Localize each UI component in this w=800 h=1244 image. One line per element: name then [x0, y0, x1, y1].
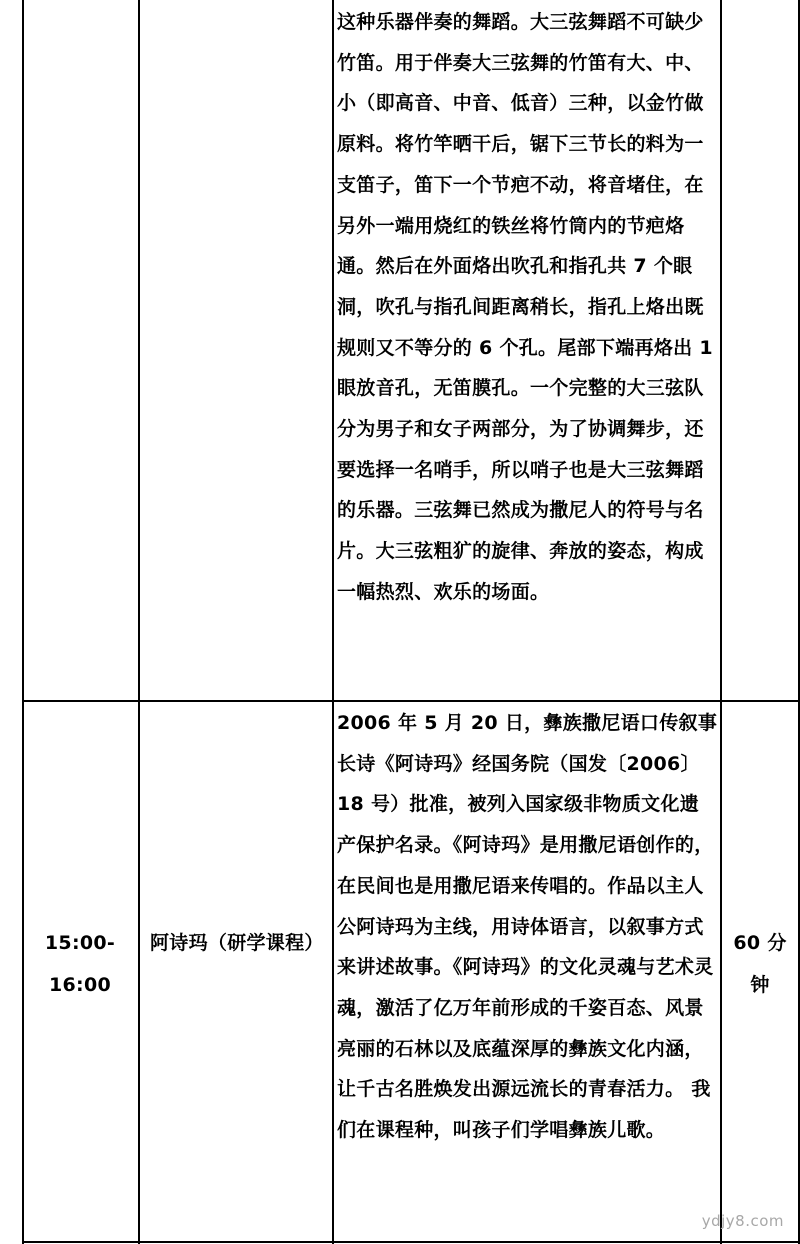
column-divider-1	[138, 0, 140, 1244]
column-divider-2	[332, 0, 334, 1244]
column-divider-3	[720, 0, 722, 1244]
row-divider	[22, 700, 800, 702]
table-border-left	[22, 0, 24, 1244]
watermark: ydjy8.com	[701, 1212, 784, 1230]
row-1-description: 这种乐器伴奏的舞蹈。大三弦舞蹈不可缺少竹笛。用于伴奏大三弦舞的竹笛有大、中、小（即高音、中音、低音）三种，以金竹做原料。将竹竿晒干后，锯下三节长的料为一支笛子，笛下一个节疤不动，将音堵住，在另外一端用烧红的铁丝将竹筒内的节疤烙通。然后在外面烙出吹孔和指孔共 7 个眼洞，吹孔与指孔间距离稍长，指孔上烙出既规则又不等分的 6 个孔。尾部下端再烙出 1 眼放音孔，无笛膜孔。一个完整的大三弦队分为男子和女子两部分，为了协调舞步，还要选择一名哨手，所以哨子也是大三弦舞蹈的乐器。三弦舞已然成为撒尼人的符号与名片。大三弦粗犷的旋律、奔放的姿态，构成一幅热烈、欢乐的场面。	[337, 11, 713, 603]
row-2-description: 2006 年 5 月 20 日，彝族撒尼语口传叙事长诗《阿诗玛》经国务院（国发〔2006〕18 号）批准，被列入国家级非物质文化遗产保护名录。《阿诗玛》是用撒尼语创作的，在民间也是用撒尼语来传唱的。作品以主人公阿诗玛为主线，用诗体语言，以叙事方式来讲述故事。《阿诗玛》的文化灵魂与艺术灵魂，激活了亿万年前形成的千姿百态、风景亮丽的石林以及底蕴深厚的彝族文化内涵，让千古名胜焕发出源远流长的青春活力。 我们在课程种，叫孩子们学唱彝族儿歌。	[337, 712, 718, 1142]
table-border-bottom	[22, 1241, 800, 1243]
row-2-time: 15:00-16:00	[44, 932, 116, 996]
row-2-duration: 60 分钟	[733, 932, 787, 996]
row-2-activity: 阿诗玛（研学课程）	[150, 932, 324, 954]
